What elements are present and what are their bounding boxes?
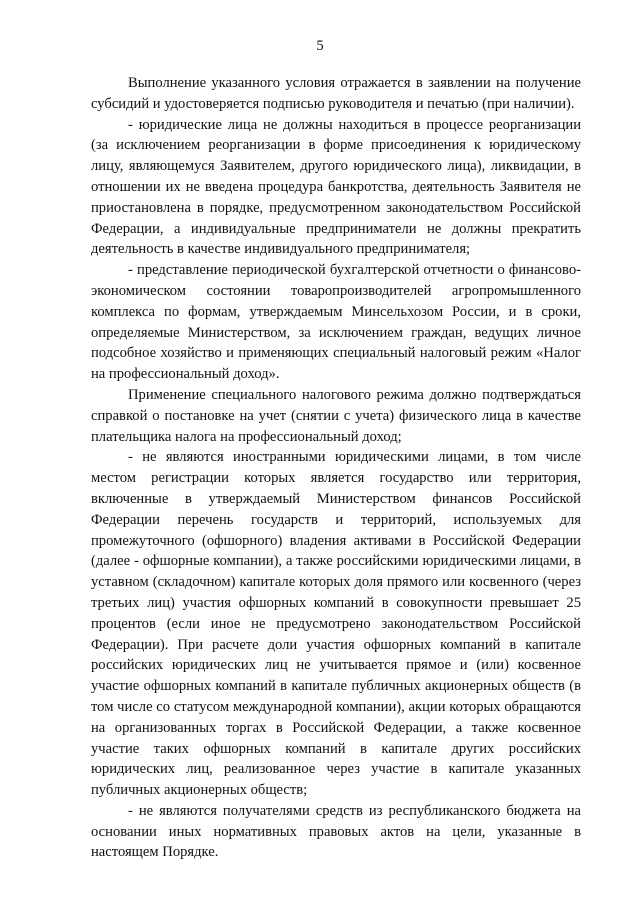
paragraph-signature-condition: Выполнение указанного условия отражается в заявлении на получение субсидий и удостоверяется подписью руководителя и печатью (при наличии). bbox=[91, 75, 581, 112]
paragraph-budget-funds: - не являются получателями средств из республиканского бюджета на основании иных нормативных правовых актов на цели, указанные в настоящем Порядке. bbox=[91, 802, 581, 861]
paragraph-reorganization-requirement: - юридические лица не должны находиться в процессе реорганизации (за исключением реорганизации в форме присоединения к юридическому лицу, являющемуся Заявителем, другого юридического лица), ликвидации, в отношении их не введена процедура банкротства, деятельность Заявителя не приостановлена в порядке, предусмотренном законодательством Российской Федерации, а индивидуальные предприниматели не должны прекратить деятельность в качестве индивидуального предпринимателя; bbox=[91, 116, 581, 258]
paragraph-accounting-reports: - представление периодической бухгалтерской отчетности о финансово-экономическом состоянии товаропроизводителей агропромышленного комплекса по формам, утверждаемым Минсельхозом России, и в сроки, определяемые Министерством, за исключением граждан, ведущих личное подсобное хозяйство и применяющих специальный налоговый режим «Налог на профессиональный доход». bbox=[91, 262, 581, 383]
page-number: 5 bbox=[316, 38, 324, 54]
paragraph-offshore-companies: - не являются иностранными юридическими лицами, в том числе местом регистрации которых является государство или территория, включенные в утверждаемый Министерством финансов Российской Федерации перечень государств и территорий, используемых для промежуточного (офшорного) владения активами в Российской Федерации (далее - офшорные компании), а также российскими юридическими лицами, в уставном (складочном) капитале которых доля прямого или косвенного (через третьих лиц) участия офшорных компаний в совокупности превышает 25 процентов (если иное не предусмотрено законодательством Российской Федерации). При расчете доли участия офшорных компаний в капитале российских юридических лиц не учитывается прямое и (или) косвенное участие офшорных компаний в капитале публичных акционерных обществ (в том числе со статусом международной компании), акции которых обращаются на организованных торгах в Российской Федерации, а также косвенное участие таких офшорных компаний в капитале других российских юридических лиц, реализованное через участие в капитале указанных публичных акционерных обществ; bbox=[91, 449, 581, 799]
paragraph-special-tax-regime: Применение специального налогового режима должно подтверждаться справкой о постановке на учет (снятии с учета) физического лица в качестве плательщика налога на профессиональный доход; bbox=[91, 386, 581, 445]
document-body bbox=[91, 73, 581, 863]
